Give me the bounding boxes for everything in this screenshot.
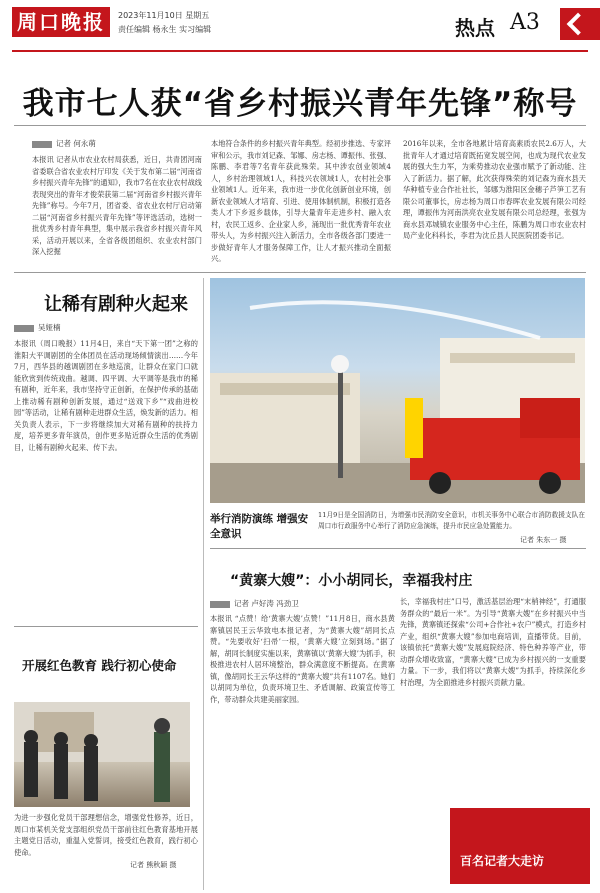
photo-credit: 记者 朱东一 摄 xyxy=(520,536,567,544)
article1-column-1: 本报讯 记者从市农业农村局获悉，近日，共青团河南省委联合省农业农村厅印发《关于发布第二届“河南省乡村振兴青年先锋”的通知》，我市7名在农业农村战线表现突出的青年才俊荣获第二届“河南省乡村振兴青年先锋”称号。今年7月，团省委、省农业农村厅启动第二届“河南省乡村振兴青年先锋”等评选活动，选树一批优秀乡村青年典型，集中展示我省乡村振兴青年风采，活动开展以来，全省各级团组织、农业农村部门深入挖掘 xyxy=(32,155,202,256)
photo-divider xyxy=(210,548,586,549)
article1-column-3: 2016年以来，全市各地累计培育高素质农民2.6万人，大批青年人才通过培育既拓宽发展空间，也成为现代农业发展的强大生力军，为乘势推动农业强市赋予了新动能、注入了新活力。据了解，此次获得殊荣的刘记森为商水县天华种植专业合作社社长，邹娜为淮阳区金穗子芦笋工艺有限公司董事长，房志杨为周口市春晖农业发展有限公司经理，谭振伟为河南洪亮农业发展有限公司总经理，张强为商水县邓城镇农业服务中心主任，陈鹏为周口市农业农村局产业化科科长，李君为沈丘县人民医院团委书记。 xyxy=(403,139,586,240)
article1-column-2: 本地符合条件的乡村振兴青年典型。经初步推选、专家评审和公示，我市刘记森、邹娜、房志杨、谭振伟、张强、陈鹏、李君等7名青年获此殊荣。其中涉农创业领域4人，乡村治理领域1人，科技兴农领域1人，农村社会事业领域1人。近年来，我市进一步优化创新创业环境，创新农业领域人才培育、引进、使用体制机制，积极打造各类人才下乡返乡载体，引导大量青年走进乡村、融入农村，农民工返乡、企业家人乡，涌现出一批优秀青年农业带头人，为乡村振兴注入新活力，全市各级各部门要进一步做好青年人才服务保障工作，让人才振兴推动全面振兴。 xyxy=(211,139,391,263)
byline-bar-icon xyxy=(210,601,230,608)
headline-divider xyxy=(14,125,586,126)
photo-caption-title: 举行消防演练 增强安全意识 xyxy=(210,513,309,540)
red-education-illustration xyxy=(14,702,190,807)
campaign-banner xyxy=(450,808,590,884)
article2-body: 本报讯（周口晚报）11月4日，来自“天下第一团”之称的淮阳大平调剧团的全体团员在活动现场倾情演出……今年7月，西华县的越调剧团在多地巡演，让群众在家门口就能欣赏到传统戏曲。越调、四平调、大平调等是我市的稀有剧种，近年来，我市坚持守正创新，在保护传承的基础上推动稀有剧种创新发展，通过“送戏下乡”“戏曲进校园”等活动，让稀有剧种走进群众生活，焕发新的活力。相关负责人表示，下一步将继续加大对稀有剧种的扶持力度，培养更多青年演员，创作更多贴近群众生活的优秀剧目，让稀有剧种火起来、传下去。 xyxy=(14,339,198,452)
article4-caption: 为进一步强化党员干部理想信念，增强党性修养，近日，周口市某机关党支部组织党员干部前往红色教育基地开展主题党日活动，重温入党誓词，接受红色教育，践行初心使命。 xyxy=(14,813,198,857)
article4-credit: 记者 熊秋颖 摄 xyxy=(130,861,177,869)
section-divider xyxy=(14,272,586,273)
page-number: A3 xyxy=(510,10,540,35)
fire-drill-illustration xyxy=(210,278,585,503)
section-divider xyxy=(14,626,198,627)
article2-byline-text: 吴娅楠 xyxy=(38,323,61,332)
newspaper-logo: 周口晚报 xyxy=(12,7,110,37)
byline-bar-icon xyxy=(14,325,34,332)
masthead xyxy=(0,0,600,58)
campaign-banner-label: 百名记者大走访 xyxy=(460,854,545,868)
article3-headline: “黄寨大嫂”：小小胡同长，幸福我村庄 xyxy=(230,573,473,589)
red-education-photo xyxy=(14,702,190,807)
article3-column-2: 长，幸福我村庄”口号，激活基层治理“末梢神经”，打通服务群众的“最后一米”。为引导“黄寨大嫂”在乡村振兴中当先锋，黄寨镇还探索“公司+合作社+农户”模式，打造乡村产业，组织“黄寨大嫂”参加电商培训，直播带货。目前，该镇依托“黄寨大嫂”发展庭院经济、特色种养等产业，带动群众增收致富，“黄寨大嫂”已成为乡村振兴的一支重要力量。下一步，我们将以“黄寨大嫂”为抓手，持续深化乡村治理，为全面推进乡村振兴贡献力量。 xyxy=(400,597,586,687)
column-divider xyxy=(203,278,204,890)
chevron-left-icon xyxy=(560,8,600,40)
fire-drill-photo xyxy=(210,278,585,503)
article3-byline-text: 记者 卢好涛 冯劲卫 xyxy=(234,599,299,608)
editor-line: 责任编辑 杨永生 实习编辑 xyxy=(118,25,212,34)
article2-byline xyxy=(14,322,61,333)
date-line: 2023年11月10日 星期五 xyxy=(118,11,210,20)
article3-byline xyxy=(210,598,299,609)
byline-bar-icon xyxy=(32,141,52,148)
section-title: 热点 xyxy=(455,16,495,40)
article4-headline: 开展红色教育 践行初心使命 xyxy=(22,658,177,673)
article3-column-1: 本报讯 “点赞！给‘黄寨大嫂’点赞！”11月8日，商水县黄寨镇居民王云华致电本报记者，为“黄寨大嫂”胡同长点赞。“先要收好‘扫帚’一根，‘黄寨大嫂’立刻到场。”据了解，胡同长制度实施以来，黄寨镇以‘黄寨大嫂’为抓手，积极推进农村人居环境整治，群众满意度不断提高。在黄寨镇，像胡同长王云华这样的“黄寨大嫂”共有1107名。她们以胡同为单位，负责环境卫生、矛盾调解、政策宣传等工作，带动群众共建美丽家园。 xyxy=(210,614,395,704)
article1-byline xyxy=(32,138,96,149)
article2-headline: 让稀有剧种火起来 xyxy=(44,294,188,315)
lead-headline: 我市七人获“省乡村振兴青年先锋”称号 xyxy=(22,86,578,122)
masthead-divider xyxy=(12,50,588,52)
article1-byline-text: 记者 何永萌 xyxy=(56,139,96,148)
photo-caption: 11月9日是全国消防日，为增强市民消防安全意识，市机关事务中心联合市消防救援支队在周口市行政服务中心举行了消防应急演练，提升市民应急处置能力。 xyxy=(318,511,585,530)
